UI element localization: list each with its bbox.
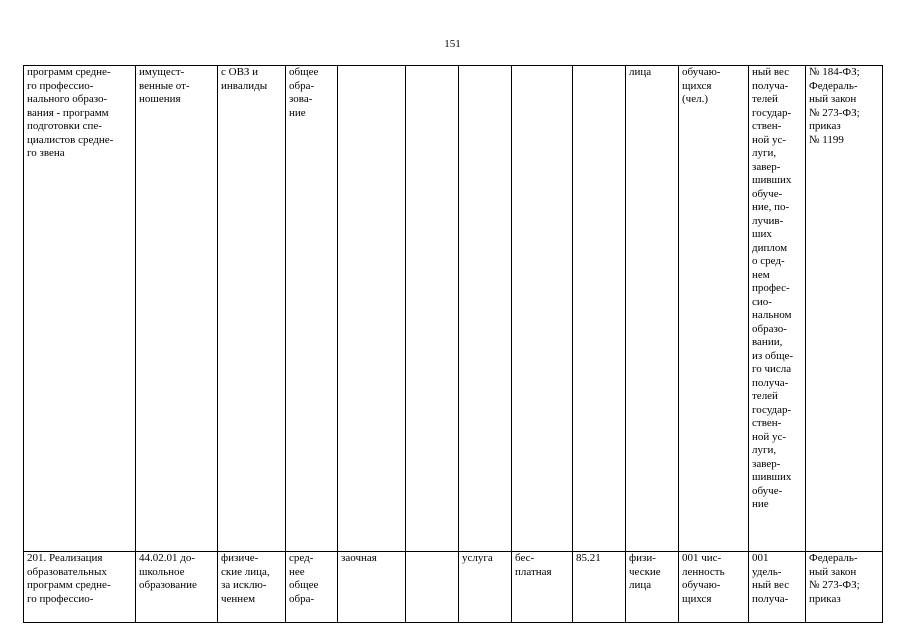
table-cell: физи- ческие лица — [626, 552, 679, 623]
table-cell — [406, 552, 459, 623]
table-cell: обучаю- щихся (чел.) — [679, 66, 749, 552]
table-cell: лица — [626, 66, 679, 552]
table-cell — [512, 66, 573, 552]
table-cell: сред- нее общее обра- — [286, 552, 338, 623]
table-cell: услуга — [459, 552, 512, 623]
table-cell — [406, 66, 459, 552]
table-cell: имущест- венные от- ношения — [136, 66, 218, 552]
table-cell: 201. Реализация образовательных программ средне- го профессио- — [24, 552, 136, 623]
table-cell: бес- платная — [512, 552, 573, 623]
table-cell: 001 удель- ный вес получа- — [749, 552, 806, 623]
table-cell: с ОВЗ и инвалиды — [218, 66, 286, 552]
table-cell: программ средне- го профессио- нального образо- вания - программ подготовки спе- циалистов средне- го звена — [24, 66, 136, 552]
table-cell: физиче- ские лица, за исклю- ченнем — [218, 552, 286, 623]
table-cell: 001 чис- ленность обучаю- щихся — [679, 552, 749, 623]
table-cell: 44.02.01 до- школьное образование — [136, 552, 218, 623]
table-cell — [459, 66, 512, 552]
table-cell: № 184-ФЗ; Федераль- ный закон № 273-ФЗ; приказ № 1199 — [806, 66, 883, 552]
page-number: 151 — [444, 38, 461, 50]
table-row — [24, 552, 883, 623]
table-cell: 85.21 — [573, 552, 626, 623]
table-cell — [338, 66, 406, 552]
registry-table — [23, 65, 883, 623]
table-cell: ный вес получа- телей государ- ствен- ной ус- луги, завер- шивших обуче- ние, по- лучив- ших диплом о сред- нем профес- сио- нальном образо- вании, из обще- го числа получа- телей государ- ствен- ной ус- луги, завер- шивших обуче- ние — [749, 66, 806, 552]
table-row — [24, 66, 883, 552]
table-cell: общее обра- зова- ние — [286, 66, 338, 552]
table-cell: заочная — [338, 552, 406, 623]
table-cell: Федераль- ный закон № 273-ФЗ; приказ — [806, 552, 883, 623]
table-cell — [573, 66, 626, 552]
